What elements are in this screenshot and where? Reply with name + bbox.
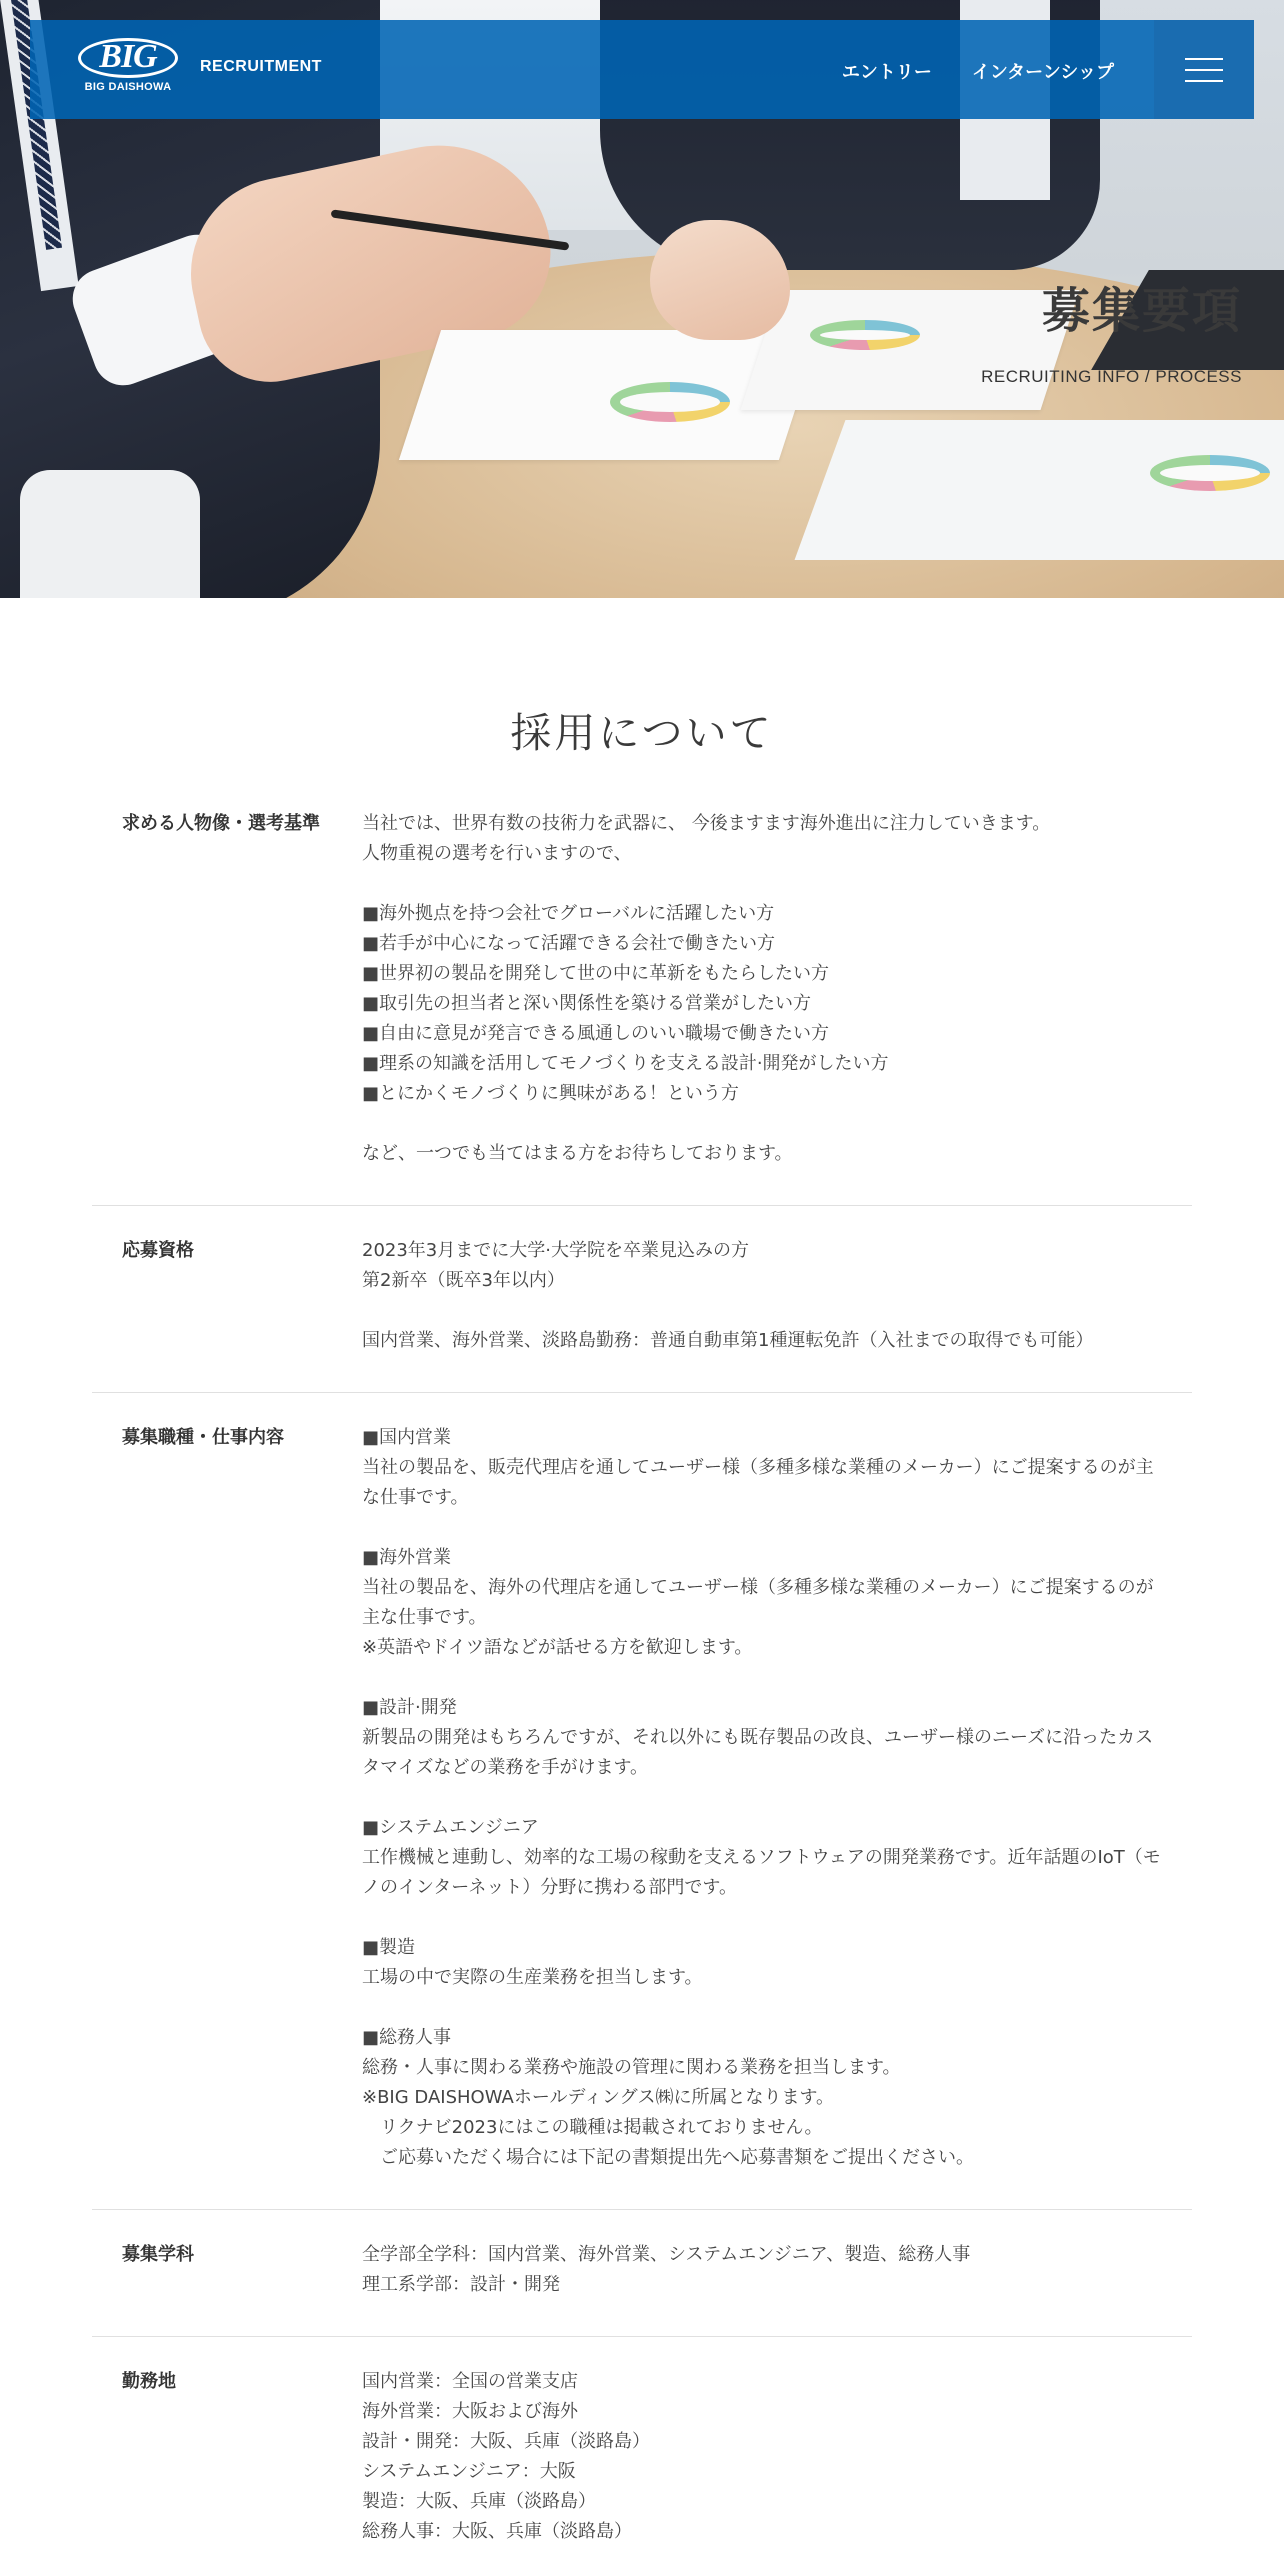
content-line: 新製品の開発はもちろんですが、それ以外にも既存製品の改良、ユーザー様のニーズに沿ったカス: [362, 1727, 1154, 1748]
content-line: など、一つでも当てはまる方をお待ちしております。: [362, 1143, 793, 1164]
logo[interactable]: [78, 38, 178, 98]
content-line: 理工系学部：設計・開発: [362, 2274, 560, 2295]
content-line: 国内営業：全国の営業支店: [362, 2371, 578, 2392]
content-line: ※BIG DAISHOWAホールディングス㈱に所属となります。: [362, 2087, 835, 2108]
main-content: [0, 700, 1284, 2568]
content-line: 2023年3月までに大学·大学院を卒業見込みの方: [362, 1240, 749, 1261]
content-line: [362, 1783, 1192, 1813]
content-line: 主な仕事です。: [362, 1607, 487, 1628]
content-line: システムエンジニア：大阪: [362, 2461, 576, 2482]
table-row: [92, 2337, 1192, 2568]
nav-internship[interactable]: インターンシップ: [971, 62, 1114, 83]
row-content: [362, 2240, 1192, 2300]
content-line: ■海外拠点を持つ会社でグローバルに活躍したい方: [362, 903, 775, 924]
hero-banner: [0, 0, 1284, 598]
content-line: 国内営業、海外営業、淡路島勤務：普通自動車第1種運転免許（入社までの取得でも可能）: [362, 1330, 1094, 1351]
content-line: ■若手が中心になって活躍できる会社で働きたい方: [362, 933, 776, 954]
requirements-table: [92, 809, 1192, 2568]
site-header: [30, 20, 1254, 119]
content-line: 当社では、世界有数の技術力を武器に、 今後ますます海外進出に注力していきます。: [362, 813, 1051, 834]
content-line: ■自由に意見が発言できる風通しのいい職場で働きたい方: [362, 1023, 830, 1044]
table-row: [92, 1206, 1192, 1393]
content-line: ノのインターネット）分野に携わる部門です。: [362, 1877, 737, 1898]
row-content: [362, 1423, 1192, 2173]
row-label: 求める人物像・選考基準: [122, 813, 320, 834]
content-line: [362, 1903, 1192, 1933]
content-line: 海外営業：大阪および海外: [362, 2401, 578, 2422]
content-line: ご応募いただく場合には下記の書類提出先へ応募書類をご提出ください。: [362, 2147, 974, 2168]
page-title: 募集要項: [1041, 283, 1242, 339]
page-subtitle: RECRUITING INFO / PROCESS: [981, 367, 1242, 386]
content-line: [362, 869, 1192, 899]
logo-mark: BIG: [78, 38, 178, 78]
row-content: [362, 2367, 1192, 2547]
content-line: ■製造: [362, 1937, 416, 1958]
content-line: ■世界初の製品を開発して世の中に革新をもたらしたい方: [362, 963, 830, 984]
content-line: 総務人事：大阪、兵庫（淡路島）: [362, 2521, 632, 2542]
content-line: [362, 1109, 1192, 1139]
content-line: タマイズなどの業務を手がけます。: [362, 1757, 649, 1778]
content-line: 工場の中で実際の生産業務を担当します。: [362, 1967, 703, 1988]
content-line: な仕事です。: [362, 1487, 469, 1508]
table-row: [92, 809, 1192, 1206]
table-row: [92, 2210, 1192, 2337]
row-label: 募集職種・仕事内容: [122, 1427, 284, 1448]
content-line: ■取引先の担当者と深い関係性を築ける営業がしたい方: [362, 993, 812, 1014]
section-title: 採用について: [510, 709, 774, 757]
content-line: 総務・人事に関わる業務や施設の管理に関わる業務を担当します。: [362, 2057, 901, 2078]
hamburger-icon[interactable]: [1154, 20, 1254, 119]
content-line: 設計・開発：大阪、兵庫（淡路島）: [362, 2431, 650, 2452]
content-line: [362, 1296, 1192, 1326]
logo-text: BIG DAISHOWA: [84, 81, 172, 93]
content-line: 第2新卒（既卒3年以内）: [362, 1270, 565, 1291]
row-label: 応募資格: [122, 1240, 194, 1261]
content-line: 当社の製品を、販売代理店を通してユーザー様（多種多様な業種のメーカー）にご提案するのが主: [362, 1457, 1154, 1478]
row-label: 募集学科: [122, 2244, 194, 2265]
content-line: 当社の製品を、海外の代理店を通してユーザー様（多種多様な業種のメーカー）にご提案するのが: [362, 1577, 1154, 1598]
row-content: [362, 809, 1192, 1169]
content-line: 工作機械と連動し、効率的な工場の稼動を支えるソフトウェアの開発業務です。近年話題のIoT（モ: [362, 1847, 1161, 1868]
pie-chart-graphic: [610, 382, 730, 422]
table-row: [92, 1393, 1192, 2210]
content-line: ■設計·開発: [362, 1697, 457, 1718]
content-line: ■総務人事: [362, 2027, 452, 2048]
content-line: ■理系の知識を活用してモノづくりを支える設計·開発がしたい方: [362, 1053, 889, 1074]
content-line: リクナビ2023にはこの職種は掲載されておりません。: [362, 2117, 823, 2138]
content-line: ■システムエンジニア: [362, 1817, 539, 1838]
nav-entry[interactable]: エントリー: [841, 62, 932, 83]
row-content: [362, 1236, 1192, 1356]
content-line: 全学部全学科：国内営業、海外営業、システムエンジニア、製造、総務人事: [362, 2244, 971, 2265]
header-brand: RECRUITMENT: [200, 58, 322, 75]
main-nav: [842, 58, 1114, 84]
content-line: [362, 1993, 1192, 2023]
content-line: 人物重視の選考を行いますので、: [362, 843, 632, 864]
content-line: ■国内営業: [362, 1427, 452, 1448]
content-line: 製造：大阪、兵庫（淡路島）: [362, 2491, 596, 2512]
content-line: ※英語やドイツ語などが話せる方を歓迎します。: [362, 1637, 753, 1658]
content-line: [362, 1513, 1192, 1543]
content-line: ■海外営業: [362, 1547, 452, 1568]
content-line: [362, 1663, 1192, 1693]
hero-title-block: [981, 272, 1242, 387]
row-label: 勤務地: [122, 2371, 176, 2392]
content-line: ■とにかくモノづくりに興味がある！という方: [362, 1083, 739, 1104]
